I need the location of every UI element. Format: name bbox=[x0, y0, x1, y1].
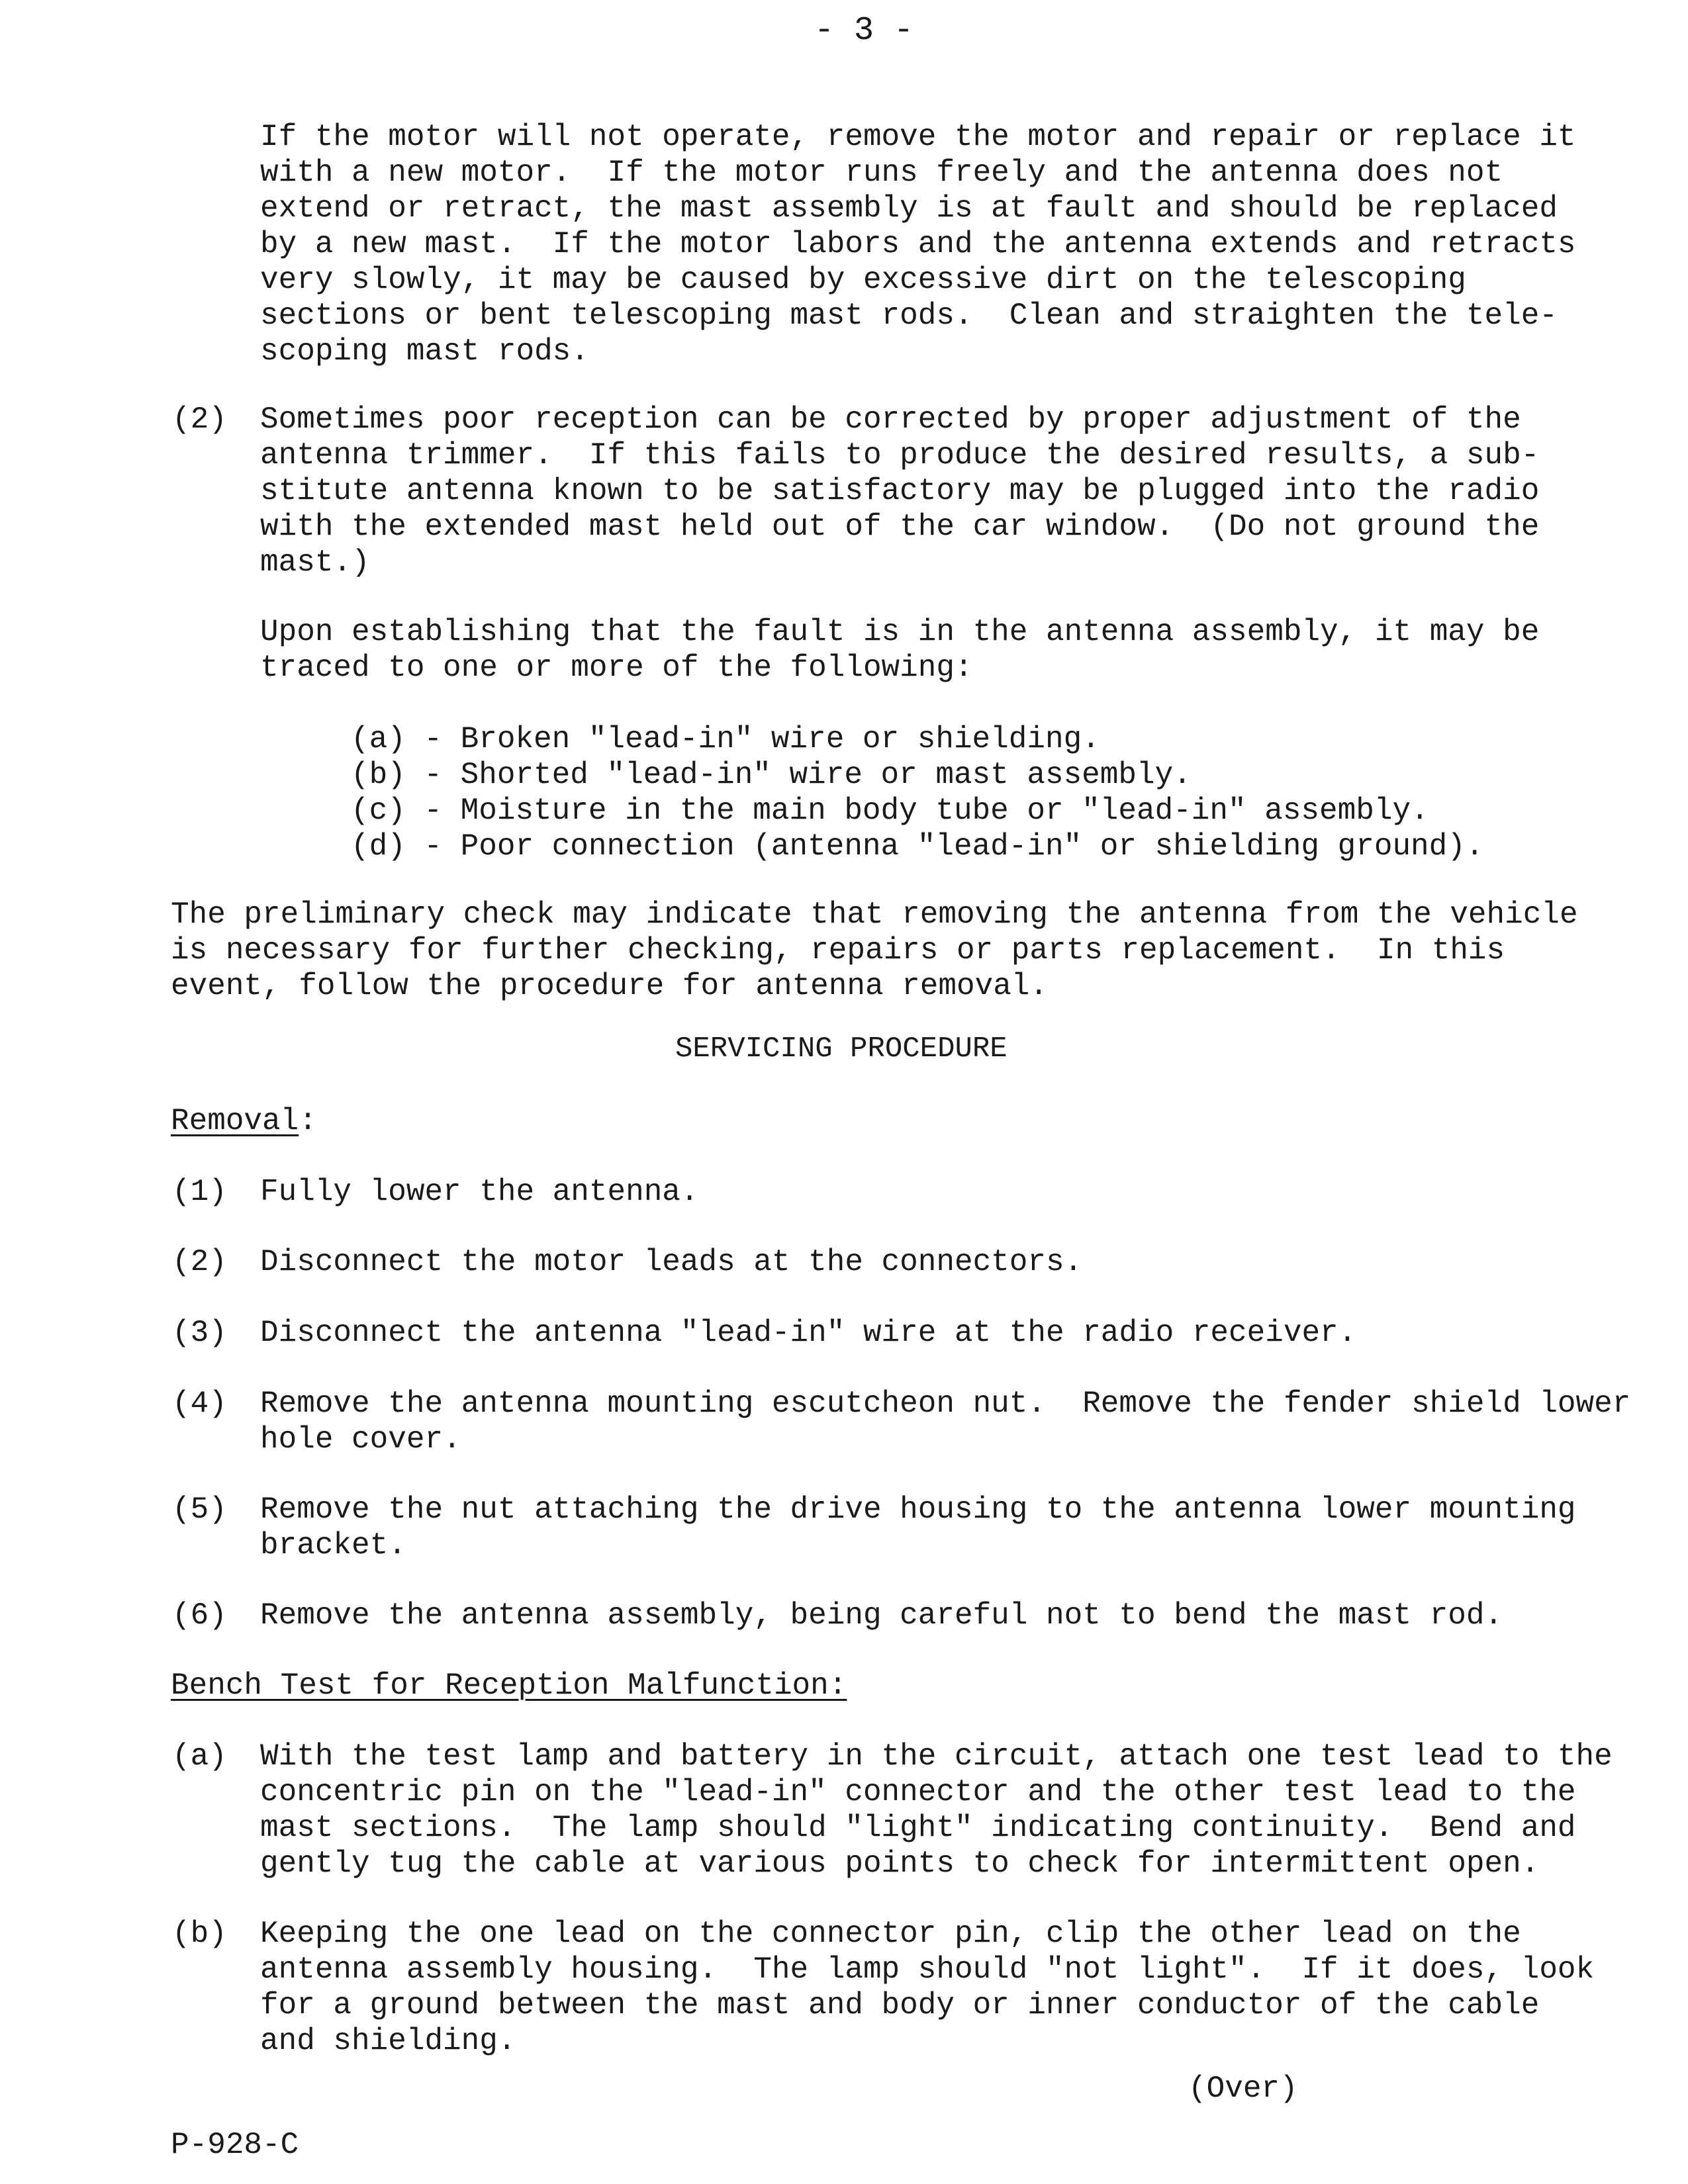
bench-test-heading bbox=[171, 1668, 847, 1704]
step-text: With the test lamp and battery in the circuit, attach one test lead to the bbox=[260, 1739, 1613, 1774]
text-line: by a new mast. If the motor labors and the antenna extends and retracts bbox=[260, 227, 1576, 261]
text-line: stitute antenna known to be satisfactory may be plugged into the radio bbox=[260, 474, 1540, 508]
bench-test-heading-text: Bench Test for Reception Malfunction: bbox=[171, 1668, 847, 1703]
text-line: extend or retract, the mast assembly is at fault and should be replaced bbox=[260, 191, 1558, 226]
bench-step-b bbox=[260, 1916, 1594, 2059]
step-text: hole cover. bbox=[260, 1422, 461, 1457]
section-heading: SERVICING PROCEDURE bbox=[675, 1032, 1008, 1066]
text-line: is necessary for further checking, repairs or parts replacement. In this bbox=[171, 933, 1505, 968]
step-text: for a ground between the mast and body or inner conductor of the cable bbox=[260, 1988, 1540, 2023]
text-line: Upon establishing that the fault is in the antenna assembly, it may be bbox=[260, 615, 1540, 649]
step-text-block bbox=[260, 1386, 1630, 1457]
preliminary-paragraph bbox=[171, 897, 1578, 1004]
step-text: Remove the nut attaching the drive housing to the antenna lower mounting bbox=[260, 1492, 1576, 1527]
page-number: - 3 - bbox=[814, 12, 914, 50]
removal-heading-colon: : bbox=[299, 1104, 317, 1138]
text-line: If the motor will not operate, remove the motor and repair or replace it bbox=[260, 120, 1576, 154]
step-number: (1) bbox=[172, 1175, 227, 1209]
list-item: (b) - Shorted "lead-in" wire or mast assembly. bbox=[351, 758, 1192, 792]
intro-paragraph bbox=[260, 119, 1576, 369]
upon-paragraph bbox=[260, 614, 1539, 686]
removal-heading-text: Removal bbox=[171, 1104, 299, 1138]
step-number: (2) bbox=[172, 1245, 227, 1279]
step-text: concentric pin on the "lead-in" connector and the other test lead to the bbox=[260, 1775, 1576, 1809]
step-text: Fully lower the antenna. bbox=[260, 1175, 699, 1209]
document-code: P-928-C bbox=[171, 2128, 299, 2162]
step-text: Remove the antenna mounting escutcheon nut. Remove the fender shield lower bbox=[260, 1387, 1631, 1421]
step-number: (3) bbox=[172, 1316, 227, 1350]
text-line: with the extended mast held out of the car window. (Do not ground the bbox=[260, 510, 1540, 544]
list-item: (c) - Moisture in the main body tube or "lead-in" assembly. bbox=[351, 794, 1429, 828]
step-text: Remove the antenna assembly, being careful not to bend the mast rod. bbox=[260, 1598, 1503, 1633]
step-text: Disconnect the antenna "lead-in" wire at the radio receiver. bbox=[260, 1316, 1357, 1350]
step-text: mast sections. The lamp should "light" indicating continuity. Bend and bbox=[260, 1811, 1576, 1845]
step-text-block bbox=[260, 1492, 1576, 1563]
step-text: gently tug the cable at various points to check for intermittent open. bbox=[260, 1846, 1540, 1881]
item-2-paragraph bbox=[260, 402, 1539, 580]
text-line: traced to one or more of the following: bbox=[260, 651, 973, 685]
over-label: (Over) bbox=[1188, 2071, 1298, 2106]
step-number: (a) bbox=[172, 1739, 227, 1774]
text-line: mast.) bbox=[260, 545, 370, 580]
text-line: scoping mast rods. bbox=[260, 334, 589, 369]
step-text: antenna assembly housing. The lamp should "not light". If it does, look bbox=[260, 1952, 1595, 1987]
step-text: and shielding. bbox=[260, 2024, 516, 2058]
step-text: Disconnect the motor leads at the connectors. bbox=[260, 1245, 1083, 1279]
text-line: antenna trimmer. If this fails to produce the desired results, a sub- bbox=[260, 438, 1540, 473]
list-item: (d) - Poor connection (antenna "lead-in" or shielding ground). bbox=[351, 829, 1484, 864]
removal-heading bbox=[171, 1103, 317, 1139]
step-number: (5) bbox=[172, 1492, 227, 1527]
text-line: The preliminary check may indicate that removing the antenna from the vehicle bbox=[171, 897, 1578, 932]
step-number: (4) bbox=[172, 1387, 227, 1421]
step-number: (6) bbox=[172, 1598, 227, 1633]
text-line: event, follow the procedure for antenna removal. bbox=[171, 969, 1049, 1003]
text-line: sections or bent telescoping mast rods. Clean and straighten the tele- bbox=[260, 298, 1558, 333]
step-number: (b) bbox=[172, 1917, 227, 1951]
list-item: (a) - Broken "lead-in" wire or shielding. bbox=[351, 722, 1100, 756]
item-number: (2) bbox=[172, 402, 227, 437]
bench-step-a bbox=[260, 1739, 1613, 1882]
fault-list bbox=[351, 721, 1483, 864]
text-line: with a new motor. If the motor runs freely and the antenna does not bbox=[260, 156, 1503, 190]
text-line: Sometimes poor reception can be corrected by proper adjustment of the bbox=[260, 402, 1521, 437]
text-line: very slowly, it may be caused by excessive dirt on the telescoping bbox=[260, 263, 1466, 297]
step-text: Keeping the one lead on the connector pin, clip the other lead on the bbox=[260, 1917, 1521, 1951]
step-text: bracket. bbox=[260, 1528, 406, 1563]
